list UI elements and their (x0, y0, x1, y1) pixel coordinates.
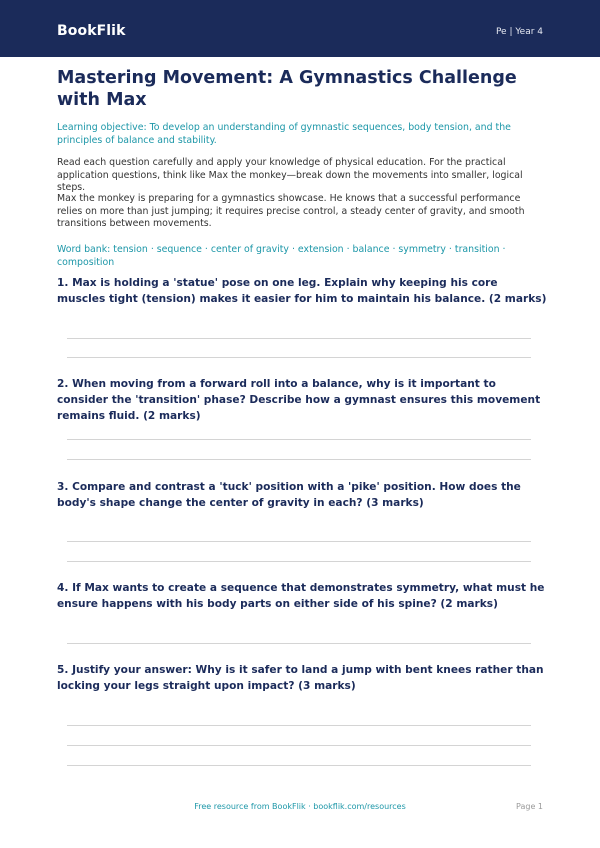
answer-line[interactable] (67, 357, 531, 358)
question-1: 1. Max is holding a 'statue' pose on one leg. Explain why keeping his core muscles tight (tension) makes it easier for him to maintain his balance. (2 marks) (57, 277, 547, 305)
question-3: 3. Compare and contrast a 'tuck' position with a 'pike' position. How does the body's shape change the center of gravity in each? (3 marks) (57, 481, 521, 509)
page-number: Page 1 (516, 802, 543, 811)
question-5: 5. Justify your answer: Why is it safer to land a jump with bent knees rather than locking your legs straight upon impact? (3 marks) (57, 664, 544, 692)
answer-line[interactable] (67, 765, 531, 766)
page-title: Mastering Movement: A Gymnastics Challenge with Max (57, 68, 517, 110)
subject-year-label: Pe | Year 4 (495, 27, 543, 37)
instructions-paragraph: Read each question carefully and apply your knowledge of physical education. For the practical application questions, think like Max the monkey—break down the movements into smaller, logical steps. (57, 157, 523, 193)
context-paragraph: Max the monkey is preparing for a gymnastics showcase. He knows that a successful performance relies on more than just jumping; it requires precise control, a steady center of gravity, and smooth transitions between movements. (57, 193, 525, 229)
answer-line[interactable] (67, 643, 531, 644)
answer-line[interactable] (67, 561, 531, 562)
answer-line[interactable] (67, 725, 531, 726)
answer-line[interactable] (67, 541, 531, 542)
answer-line[interactable] (67, 745, 531, 746)
brand-logo: BookFlik (57, 23, 126, 39)
answer-line[interactable] (67, 338, 531, 339)
answer-line[interactable] (67, 439, 531, 440)
question-4: 4. If Max wants to create a sequence that demonstrates symmetry, what must he ensure happens with his body parts on either side of his spine? (2 marks) (57, 582, 545, 610)
footer-credit: Free resource from BookFlik · bookflik.com/resources (194, 802, 406, 811)
word-bank: Word bank: tension · sequence · center of gravity · extension · balance · symmetry · transition · composition (57, 244, 506, 268)
answer-line[interactable] (67, 459, 531, 460)
header-bar (0, 0, 600, 57)
question-2: 2. When moving from a forward roll into a balance, why is it important to consider the 'transition' phase? Describe how a gymnast ensures this movement remains fluid. (2 marks) (57, 378, 541, 422)
learning-objective: Learning objective: To develop an understanding of gymnastic sequences, body tension, and the principles of balance and stability. (57, 122, 511, 146)
